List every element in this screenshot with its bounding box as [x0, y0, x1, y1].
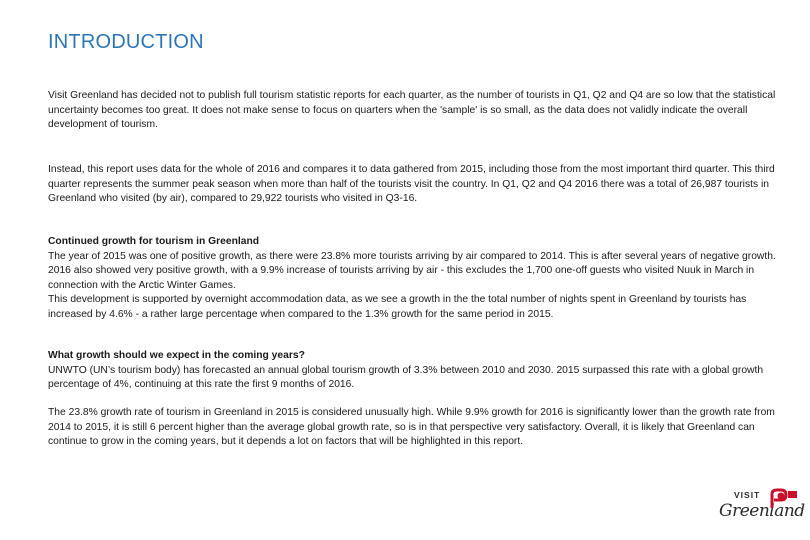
conclusion-paragraph: The 23.8% growth rate of tourism in Greenland in 2015 is considered unusually high. While 9.9% growth for 2016 is significantly lower than the growth rate from 2014 to 2015, it is still 6 percent higher than the average global growth rate, so is in that perspective very satisfactory. Overall, it is likely that Greenland can continue to grow in the coming years, but it depends a lot on factors that will be highlighted in this report. [48, 407, 775, 447]
section-expected-growth [48, 349, 776, 393]
section-heading: What growth should we expect in the coming years? [48, 350, 305, 361]
intro-paragraph-1: Visit Greenland has decided not to publish full tourism statistic reports for each quarter, as the number of tourists in Q1, Q2 and Q4 are so low that the statistical uncertainty becomes too great. It does not make sense to focus on quarters when the 'sample' is so small, as the data does not validly indicate the overall development of tourism. [48, 90, 776, 130]
section-body: The year of 2015 was one of positive growth, as there were 23.8% more tourists arriving by air compared to 2014. This is after several years of negative growth. 2016 also showed very positive growth, with a 9.9% increase of tourists arriving by air - this excludes the 1,700 one-off guests who visited Nuuk in March in connection with the Arctic Winter Games. [48, 250, 776, 291]
flag-circle-icon [768, 488, 802, 510]
section-body: This development is supported by overnight accommodation data, as we see a growth in the the total number of nights spent in Greenland by tourists has increased by 4.6% - a rather large percentage when compared to the 1.3% growth for the same period in 2015. [48, 294, 747, 320]
logo-text-greenland: Greenland [719, 501, 805, 521]
section-continued-growth [48, 235, 776, 322]
page-title: INTRODUCTION [48, 31, 204, 53]
section-body: UNWTO (UN’s tourism body) has forecasted an annual global tourism growth of 3.3% between 2010 and 2030. 2015 surpassed this rate with a global growth percentage of 4%, continuing at this rate the first 9 months of 2016. [48, 364, 764, 390]
intro-paragraph-2: Instead, this report uses data for the whole of 2016 and compares it to data gathered from 2015, including those from the most important third quarter. This third quarter represents the summer peak season when more than half of the tourists visit the country. In Q1, Q2 and Q4 2016 there was a total of 26,987 tourists in Greenland who visited (by air), compared to 29,922 tourists who visited in Q3-16. [48, 164, 775, 204]
logo-text-visit: VISIT [734, 490, 761, 500]
section-heading: Continued growth for tourism in Greenland [48, 236, 260, 247]
visit-greenland-logo [716, 488, 806, 534]
